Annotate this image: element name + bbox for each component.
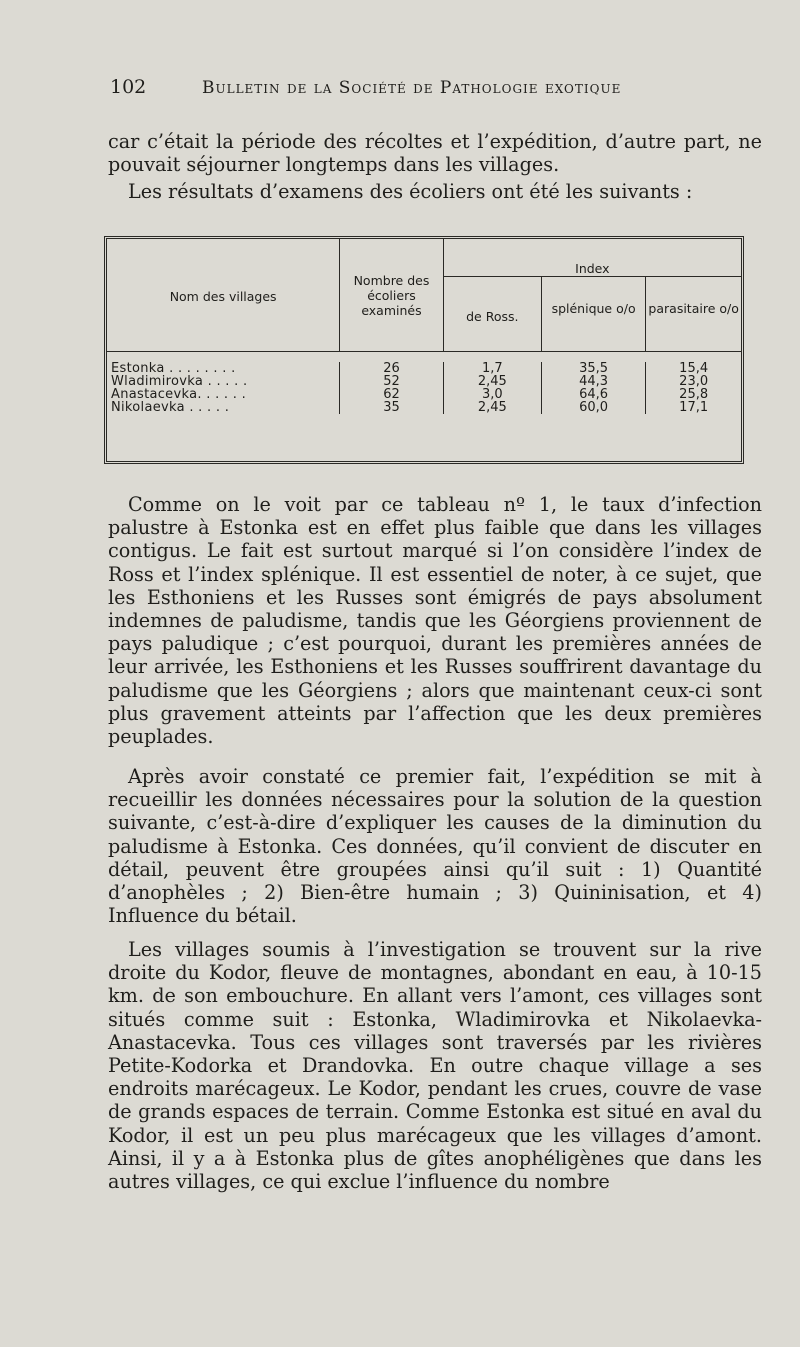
table-cell: Estonka . . . . . . . . [111,361,236,376]
paragraph-discussion: Comme on le voit par ce tableau nº 1, le taux d’infection palustre à Estonka est en effet plus faible que dans les villages contigus. Le fait est surtout marqué si l’on considère l’index de Ross et l’index splénique. Il est essentiel de noter, à ce sujet, que les Esthoniens et les Russes sont émigrés de pays absolument indemnes de paludisme, tandis que les Géorgiens proviennent de pays paludique ; c’est pourquoi, durant les premières années de leur arrivée, les Esthoniens et les Russes souffrirent davantage du paludisme que les Géorgiens ; alors que maintenant ceux-ci sont plus gravement atteints par l’affection que les deux premières peuplades. [108,493,762,749]
header-parasitic-index: parasitaire o/o [646,277,741,352]
table-cell: 1,7 [481,361,503,376]
table-cell: 52 [383,374,400,389]
table-cell: 44,3 [579,374,609,389]
header-index-group: Index [443,239,741,277]
table-cell: Wladimirovka . . . . . [111,374,248,389]
ross-index-column [443,362,541,414]
paragraph-results-intro: Les résultats d’examens des écoliers ont été les suivants : [128,180,693,203]
table-cell: 2,45 [477,374,507,389]
parasitic-index-column [646,362,741,414]
paragraph-factors: Après avoir constaté ce premier fait, l’expédition se mit à recueillir les données nécessaires pour la solution de la question suivante, c’est-à-dire d’expliquer les causes de la diminution du paludisme à Estonka. Ces données, qu’il convient de discuter en détail, peuvent être groupées ainsi qu’il suit : 1) Quantité d’anophèles ; 2) Bien-être humain ; 3) Quininisation, et 4) Influence du bétail. [108,765,762,928]
pupil-count-column [340,362,443,414]
page-number: 102 [110,76,147,98]
table-cell: 26 [383,361,400,376]
paragraph-continuation: car c’était la période des récoltes et l’expédition, d’autre part, ne pouvait séjourner longtemps dans les villages. [108,130,762,177]
table-cell: 62 [383,387,400,402]
village-names-column [107,362,340,414]
paragraph-geography: Les villages soumis à l’investigation se trouvent sur la rive droite du Kodor, fleuve de montagnes, abondant en eau, à 10-15 km. de son embouchure. En allant vers l’amont, ces villages sont situés comme suit : Estonka, Wladimirovka et Nikolaevka-Anastacevka. Tous ces villages sont traversés par les rivières Petite-Kodorka et Drandovka. En outre chaque village a ses endroits marécageux. Le Kodor, pendant les crues, couvre de vase de grands espaces de terrain. Comme Estonka est situé en aval du Kodor, il est un peu plus marécageux que les villages d’amont. Ainsi, il y a à Estonka plus de gîtes anophéligènes que dans les autres villages, ce qui exclue l’influence du nombre [108,938,762,1194]
running-header [110,76,670,98]
table-cell: 3,0 [481,387,503,402]
table-cell: 23,0 [679,374,709,389]
table-cell: 64,6 [579,387,609,402]
journal-title: Bulletin de la Société de Pathologie exotique [202,78,622,98]
header-ross-index: de Ross. [466,309,519,324]
table-cell: 35,5 [579,361,609,376]
table-cell: Anastacevka. . . . . . [111,387,247,402]
header-pupil-count: Nombre des écoliers examinés [340,239,443,352]
table-cell: Nikolaevka . . . . . [111,400,230,415]
table-cell: 25,8 [679,387,709,402]
table-cell: 2,45 [477,400,507,415]
splenic-index-column [541,362,645,414]
table-cell: 15,4 [679,361,709,376]
results-table [104,236,744,464]
table-cell: 17,1 [679,400,709,415]
table-cell: 60,0 [579,400,609,415]
table-cell: 35 [383,400,400,415]
header-village-name: Nom des villages [169,289,277,304]
header-splenic-index: splénique o/o [541,277,645,352]
